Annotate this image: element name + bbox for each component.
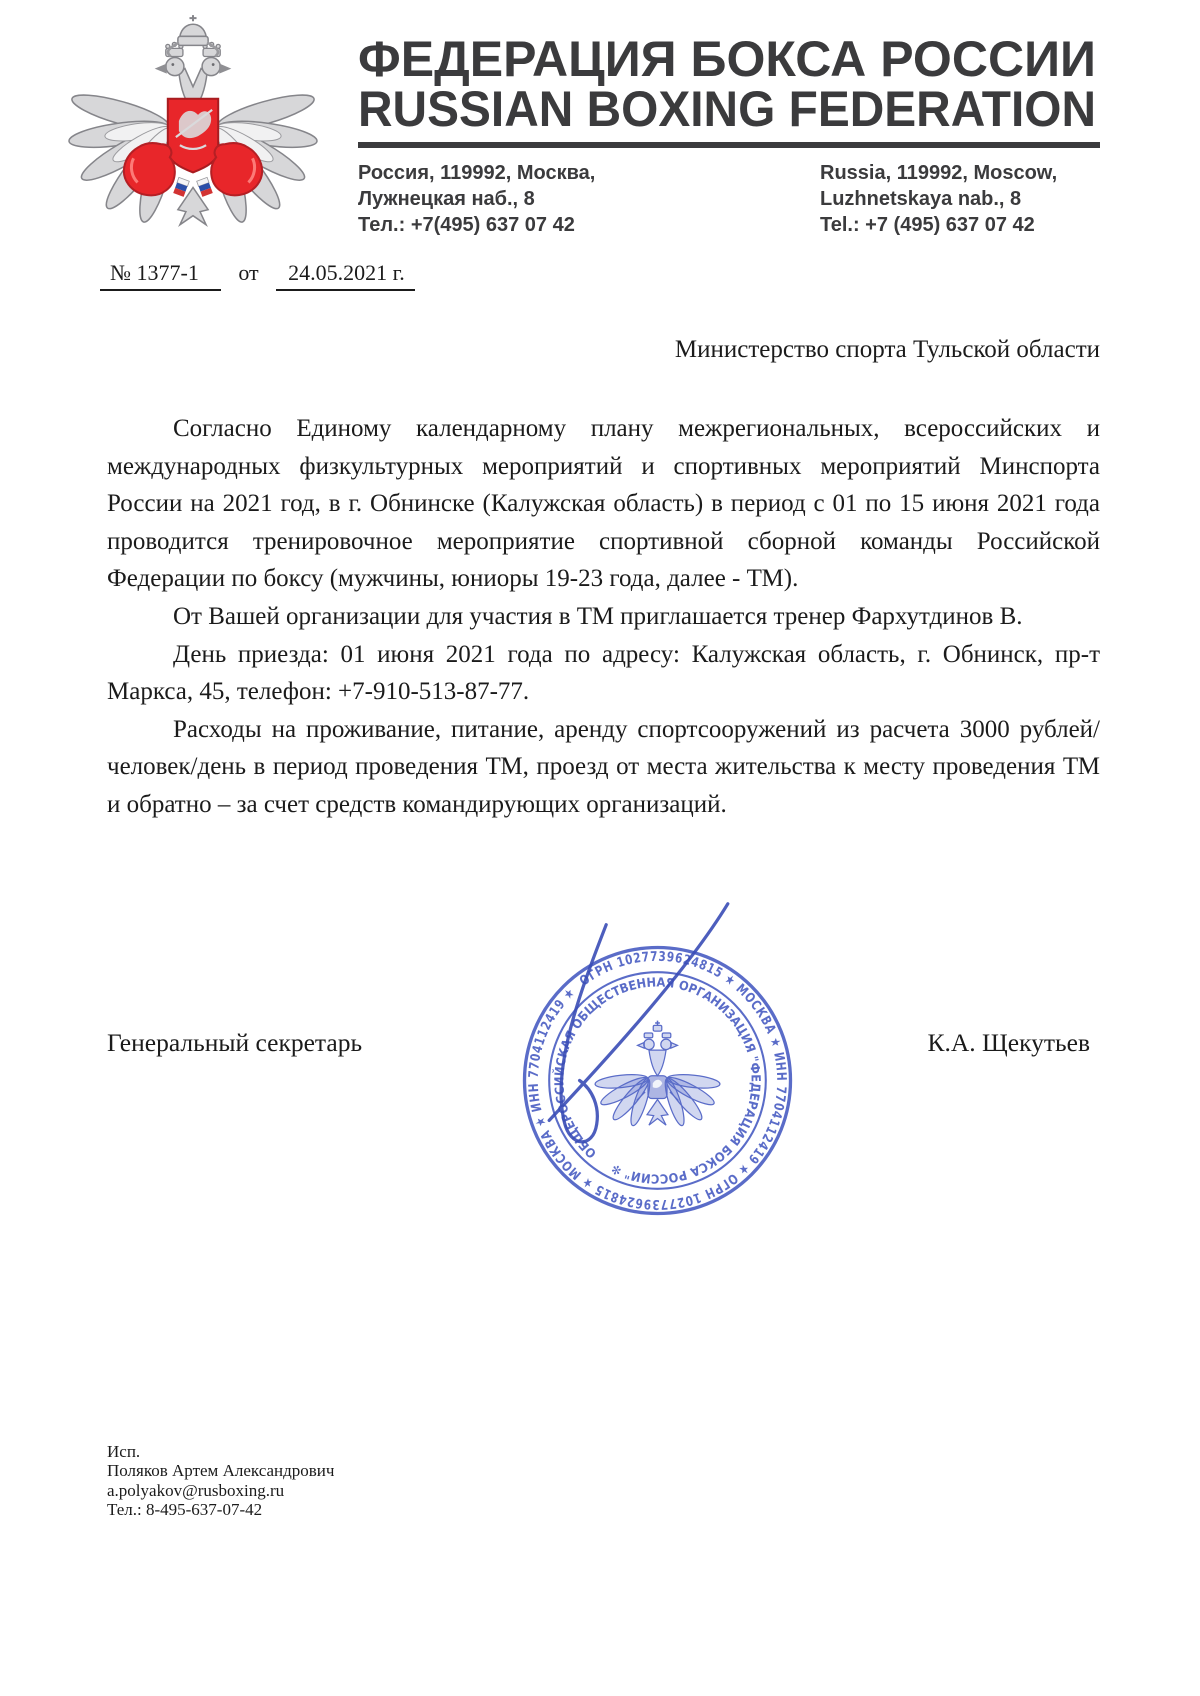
signer-title: Генеральный секретарь (107, 1028, 363, 1057)
stamp-inner-ring-text: ОБЩЕРОССИЙСКАЯ ОБЩЕСТВЕННАЯ ОРГАНИЗАЦИЯ "ФЕДЕРАЦИЯ БОКСА РОССИИ" ✻ (551, 974, 764, 1187)
letter-body (107, 410, 1100, 824)
stamp-eagle-icon (594, 1021, 720, 1128)
address-en-line1: Russia, 119992, Moscow, (820, 162, 1058, 184)
letter-date: 24.05.2021 г. (276, 260, 415, 291)
reference-line (100, 260, 415, 291)
address-ru-line1: Россия, 119992, Москва, (358, 162, 596, 184)
paragraph: День приезда: 01 июня 2021 года по адресу: Калужская область, г. Обнинск, пр-т Маркса, 45, телефон: +7-910-513-87-77. (107, 640, 1100, 706)
paragraph: Расходы на проживание, питание, аренду спортсооружений из расчета 3000 рублей/человек/день в период проведения ТМ, проезд от места жительства к месту проведения ТМ и обратно – за счет средств командирующих организаций. (107, 715, 1100, 818)
eagle-right-head (202, 57, 231, 75)
executor-block (107, 1442, 334, 1520)
letter-number: № 1377-1 (100, 260, 221, 291)
address-ru-line2: Лужнецкая наб., 8 (358, 188, 535, 210)
executor-label: Исп. (107, 1442, 141, 1461)
letterhead (358, 28, 1100, 238)
from-label: от (238, 260, 259, 285)
address-en (820, 160, 1057, 238)
recipient: Министерство спорта Тульской области (674, 336, 1100, 363)
address-ru (358, 160, 820, 238)
masthead-rule (358, 142, 1100, 148)
executor-email: a.polyakov@rusboxing.ru (107, 1480, 285, 1500)
stamp-outer-ring-text: ОГРН 1027739624815 ★ МОСКВА ★ ИНН 7704112419 ★ ОГРН 1027739624815 ★ МОСКВА ★ ИНН 7704112419 ★ (526, 949, 789, 1212)
ribbon-left (173, 177, 189, 196)
address-en-line2: Luzhnetskaya nab., 8 (820, 188, 1022, 210)
coat-of-arms-icon (66, 14, 320, 234)
address-ru-line3: Тел.: +7(495) 637 07 42 (358, 214, 575, 236)
ribbon-right (197, 177, 213, 196)
signer-name: К.А. Щекутьев (927, 1028, 1090, 1057)
org-name-en: RUSSIAN BOXING FEDERATION (358, 81, 1096, 132)
paragraph: От Вашей организации для участия в ТМ приглашается тренер Фархутдинов В. (173, 602, 1023, 630)
org-name-ru: ФЕДЕРАЦИЯ БОКСА РОССИИ (358, 31, 1096, 87)
address-en-line3: Tel.: +7 (495) 637 07 42 (820, 214, 1035, 236)
eagle-left-head (155, 57, 184, 75)
paragraph: Согласно Единому календарному плану межрегиональных, всероссийских и международных физкультурных мероприятий и спортивных мероприятий Минспорта России на 2021 год, в г. Обнинске (Калужская область) в период с 01 по 15 июня 2021 года проводится тренировочное мероприятие спортивной сборной команды Российской Федерации по боксу (мужчины, юниоры 19-23 года, далее - ТМ). (107, 415, 1100, 593)
executor-name: Поляков Артем Александрович (107, 1461, 335, 1481)
stamp-seal (515, 938, 800, 1223)
executor-phone: Тел.: 8-495-637-07-42 (107, 1500, 263, 1520)
